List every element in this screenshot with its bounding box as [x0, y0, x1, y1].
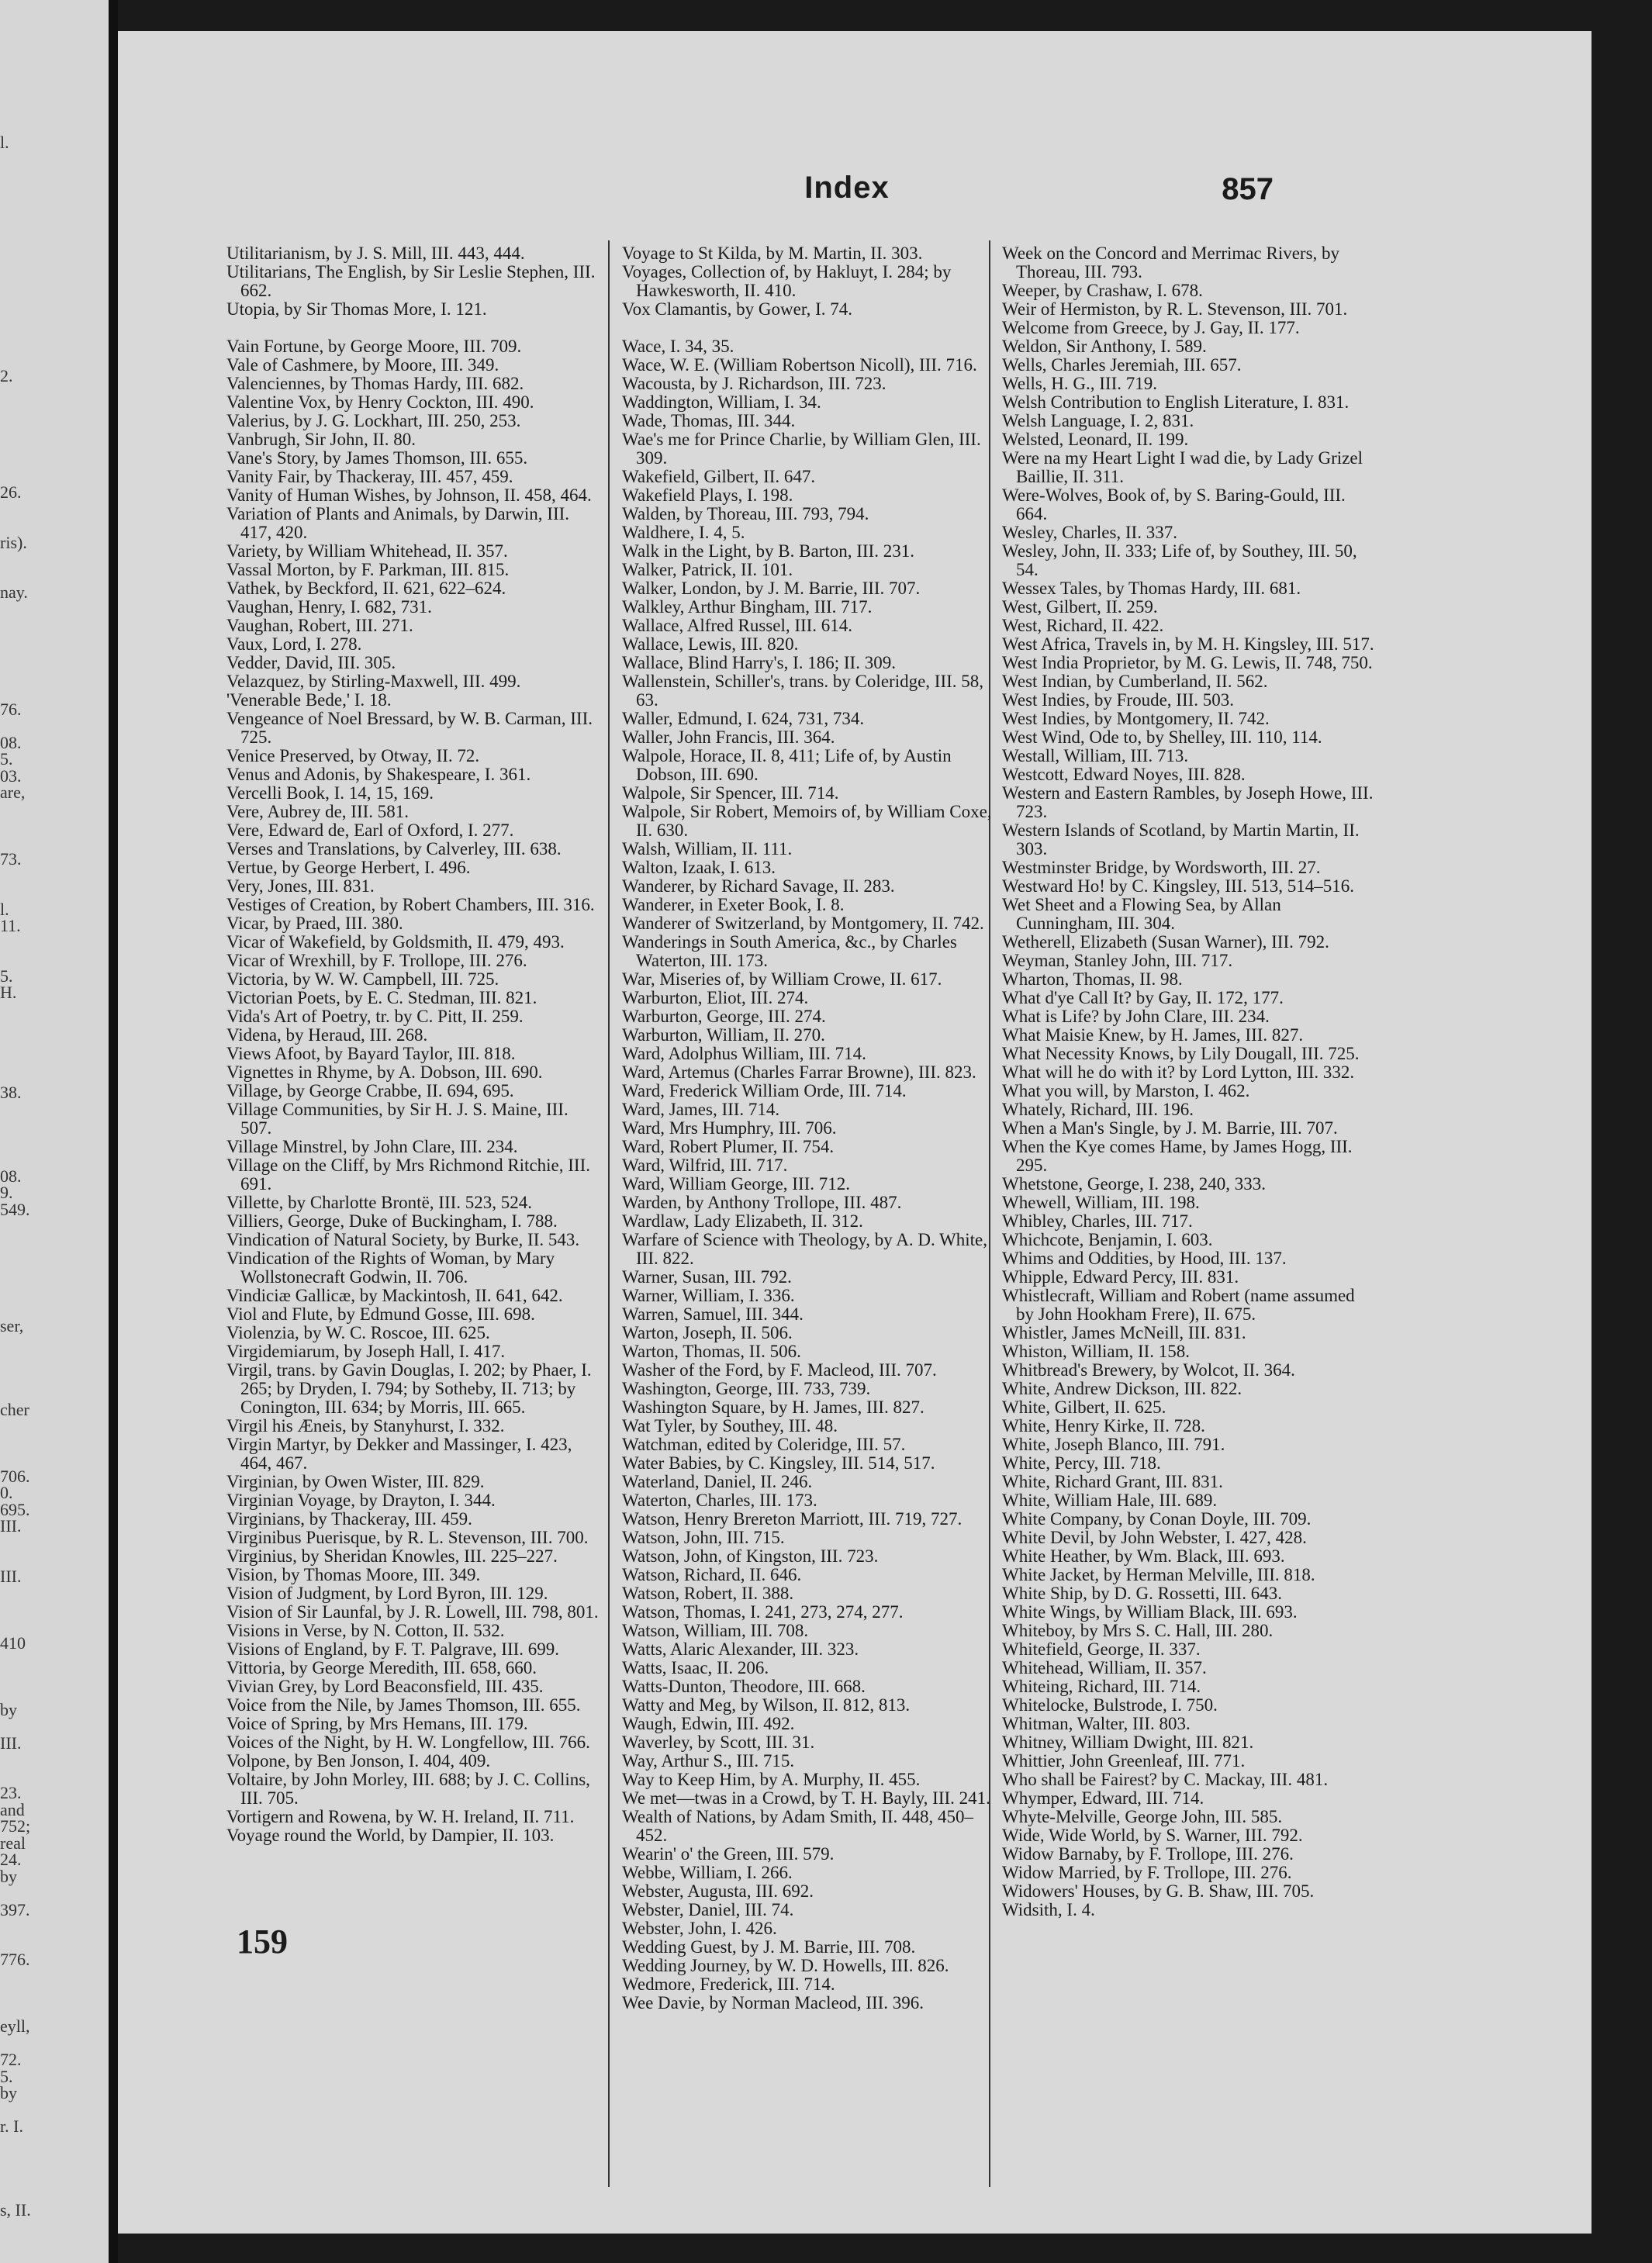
- index-entry: Wallace, Alfred Russel, III. 614.: [622, 616, 853, 635]
- previous-page-fragment: 73.: [0, 849, 22, 869]
- index-entry: Whetstone, George, I. 238, 240, 333.: [1002, 1174, 1267, 1194]
- index-entry: White Heather, by Wm. Black, III. 693.: [1002, 1546, 1285, 1566]
- previous-page-fragment: 08.: [0, 732, 22, 752]
- index-entry: Whiteing, Richard, III. 714.: [1002, 1677, 1201, 1696]
- previous-page-fragment: nay.: [0, 582, 28, 602]
- index-entry: Ward, Wilfrid, III. 717.: [622, 1156, 788, 1175]
- index-entry: Whiteboy, by Mrs S. C. Hall, III. 280.: [1002, 1621, 1274, 1640]
- index-entry: Whims and Oddities, by Hood, III. 137.: [1002, 1249, 1287, 1268]
- index-entry: Wharton, Thomas, II. 98.: [1002, 969, 1183, 989]
- previous-page-fragment: are,: [0, 783, 26, 802]
- index-entry: Voyage to St Kilda, by M. Martin, II. 303.: [622, 244, 923, 263]
- index-entry: Weir of Hermiston, by R. L. Stevenson, III. 701.: [1002, 299, 1348, 319]
- index-entry: Walk in the Light, by B. Barton, III. 231.: [622, 541, 914, 561]
- index-entry: Watchman, edited by Coleridge, III. 57.: [622, 1435, 906, 1454]
- index-entry: Widsith, I. 4.: [1002, 1900, 1095, 1919]
- index-entry: What you will, by Marston, I. 462.: [1002, 1081, 1250, 1100]
- index-entry: West Wind, Ode to, by Shelley, III. 110, 114.: [1002, 727, 1322, 747]
- index-entry: Valenciennes, by Thomas Hardy, III. 682.: [226, 374, 524, 393]
- index-entry: Vengeance of Noel Bressard, by W. B. Carman, III. 725.: [226, 709, 593, 747]
- index-entry: Villiers, George, Duke of Buckingham, I. 788.: [226, 1211, 558, 1231]
- index-entry: What Maisie Knew, by H. James, III. 827.: [1002, 1025, 1304, 1045]
- previous-page-fragment: III.: [0, 1516, 22, 1536]
- index-entry: Vaux, Lord, I. 278.: [226, 634, 362, 654]
- index-entry: Watson, Henry Brereton Marriott, III. 719, 727.: [622, 1509, 963, 1529]
- index-entry: Were na my Heart Light I wad die, by Lady Grizel Baillie, II. 311.: [1002, 448, 1363, 486]
- index-entry: Westcott, Edward Noyes, III. 828.: [1002, 765, 1246, 784]
- index-entry: Virginius, by Sheridan Knowles, III. 225–227.: [226, 1546, 558, 1566]
- index-entry: Walker, Patrick, II. 101.: [622, 560, 793, 579]
- index-entry: Walpole, Sir Spencer, III. 714.: [622, 783, 839, 803]
- index-entry: Vathek, by Beckford, II. 621, 622–624.: [226, 579, 506, 598]
- index-entry: Visions in Verse, by N. Cotton, II. 532.: [226, 1621, 505, 1640]
- index-entry: Ward, James, III. 714.: [622, 1100, 780, 1119]
- page-title: Index: [804, 171, 890, 205]
- index-entry: Webster, John, I. 426.: [622, 1919, 777, 1938]
- index-entry: West Indian, by Cumberland, II. 562.: [1002, 672, 1268, 691]
- index-entry: Wanderings in South America, &c., by Charles Waterton, III. 173.: [622, 932, 957, 970]
- index-entry: Walton, Izaak, I. 613.: [622, 858, 776, 877]
- index-entry: Vicar, by Praed, III. 380.: [226, 914, 403, 933]
- index-entry: Vanity Fair, by Thackeray, III. 457, 459.: [226, 467, 513, 486]
- previous-page-fragment: 23.: [0, 1783, 22, 1802]
- previous-page-fragment: 397.: [0, 1899, 30, 1919]
- index-entry: West, Richard, II. 422.: [1002, 616, 1164, 635]
- index-entry: White, Andrew Dickson, III. 822.: [1002, 1379, 1242, 1398]
- index-entry: Very, Jones, III. 831.: [226, 876, 375, 896]
- index-entry: Whitbread's Brewery, by Wolcot, II. 364.: [1002, 1360, 1295, 1380]
- index-entry: Westward Ho! by C. Kingsley, III. 513, 514–516.: [1002, 876, 1355, 896]
- index-entry: What d'ye Call It? by Gay, II. 172, 177.: [1002, 988, 1284, 1007]
- previous-page-fragment: l.: [0, 132, 9, 152]
- index-entry: Walden, by Thoreau, III. 793, 794.: [622, 504, 869, 523]
- index-entry: Wealth of Nations, by Adam Smith, II. 448, 450–452.: [622, 1807, 973, 1845]
- index-entry: Vanbrugh, Sir John, II. 80.: [226, 430, 416, 449]
- index-entry: Vindication of the Rights of Woman, by Mary Wollstonecraft Godwin, II. 706.: [226, 1249, 555, 1287]
- index-entry: White, Richard Grant, III. 831.: [1002, 1472, 1223, 1491]
- index-entry: Wallace, Lewis, III. 820.: [622, 634, 799, 654]
- index-entry: Venus and Adonis, by Shakespeare, I. 361.: [226, 765, 531, 784]
- previous-page-strip: [0, 0, 116, 2263]
- index-entry: Walsh, William, II. 111.: [622, 839, 793, 859]
- index-entry: Ward, Artemus (Charles Farrar Browne), III. 823.: [622, 1062, 976, 1082]
- index-entry: Viol and Flute, by Edmund Gosse, III. 698.: [226, 1304, 535, 1324]
- index-entry: White, Percy, III. 718.: [1002, 1453, 1161, 1473]
- index-entry: Vaughan, Robert, III. 271.: [226, 616, 413, 635]
- index-entry: Ward, William George, III. 712.: [622, 1174, 851, 1194]
- index-entry: Wee Davie, by Norman Macleod, III. 396.: [622, 1993, 924, 2013]
- index-entry: Voice of Spring, by Mrs Hemans, III. 179.: [226, 1714, 528, 1733]
- index-entry: Virginians, by Thackeray, III. 459.: [226, 1509, 472, 1529]
- index-entry: Wardlaw, Lady Elizabeth, II. 312.: [622, 1211, 863, 1231]
- index-entry: Wade, Thomas, III. 344.: [622, 411, 796, 430]
- index-entry: Vignettes in Rhyme, by A. Dobson, III. 690.: [226, 1062, 543, 1082]
- index-entry: Whewell, William, III. 198.: [1002, 1193, 1200, 1212]
- index-entry: Watts-Dunton, Theodore, III. 668.: [622, 1677, 866, 1696]
- column-rule: [608, 240, 610, 2187]
- index-entry: Waldhere, I. 4, 5.: [622, 523, 745, 542]
- signature-folio: 159: [237, 1923, 288, 1961]
- index-entry: Voltaire, by John Morley, III. 688; by J. C. Collins, III. 705.: [226, 1770, 590, 1808]
- page-gutter-shadow: [109, 0, 118, 2263]
- index-entry: Widowers' Houses, by G. B. Shaw, III. 705.: [1002, 1881, 1315, 1901]
- index-entry: Wanderer of Switzerland, by Montgomery, II. 742.: [622, 914, 984, 933]
- index-entry: Villette, by Charlotte Brontë, III. 523, 524.: [226, 1193, 533, 1212]
- index-entry: Widow Barnaby, by F. Trollope, III. 276.: [1002, 1844, 1294, 1864]
- previous-page-fragment: 76.: [0, 699, 22, 719]
- index-entry: Webster, Daniel, III. 74.: [622, 1900, 794, 1919]
- previous-page-fragment: 5.: [0, 749, 13, 769]
- index-entry: Whately, Richard, III. 196.: [1002, 1100, 1194, 1119]
- index-entry: Valentine Vox, by Henry Cockton, III. 490.: [226, 392, 534, 412]
- index-entry: Village, by George Crabbe, II. 694, 695.: [226, 1081, 514, 1100]
- index-entry: When a Man's Single, by J. M. Barrie, III. 707.: [1002, 1118, 1338, 1138]
- previous-page-fragment: 0.: [0, 1483, 13, 1502]
- index-entry: Vision of Sir Launfal, by J. R. Lowell, III. 798, 801.: [226, 1602, 599, 1622]
- previous-page-fragment: 26.: [0, 482, 22, 502]
- index-entry: Vertue, by George Herbert, I. 496.: [226, 858, 471, 877]
- previous-page-fragment: III.: [0, 1733, 22, 1753]
- index-entry: Widow Married, by F. Trollope, III. 276.: [1002, 1863, 1292, 1882]
- index-entry: Utopia, by Sir Thomas More, I. 121.: [226, 299, 487, 319]
- previous-page-fragment: eyll,: [0, 2016, 30, 2036]
- index-entry: Virgin Martyr, by Dekker and Massinger, I. 423, 464, 467.: [226, 1435, 572, 1473]
- index-entry: Westminster Bridge, by Wordsworth, III. 27.: [1002, 858, 1321, 877]
- index-entry: Voyages, Collection of, by Hakluyt, I. 284; by Hawkesworth, II. 410.: [622, 262, 952, 300]
- index-entry: Western Islands of Scotland, by Martin Martin, II. 303.: [1002, 821, 1360, 859]
- index-entry: Warton, Joseph, II. 506.: [622, 1323, 793, 1342]
- index-entry: Vida's Art of Poetry, tr. by C. Pitt, II. 259.: [226, 1007, 524, 1026]
- previous-page-fragment: 24.: [0, 1850, 22, 1869]
- index-entry: Utilitarianism, by J. S. Mill, III. 443, 444.: [226, 244, 525, 263]
- index-entry: White Ship, by D. G. Rossetti, III. 643.: [1002, 1584, 1282, 1603]
- index-entry: Whitman, Walter, III. 803.: [1002, 1714, 1191, 1733]
- index-entry: Waverley, by Scott, III. 31.: [622, 1733, 815, 1752]
- index-page: [118, 31, 1592, 2234]
- index-entry: Valerius, by J. G. Lockhart, III. 250, 253.: [226, 411, 521, 430]
- index-entry: Watson, John, of Kingston, III. 723.: [622, 1546, 879, 1566]
- previous-page-fragment: 549.: [0, 1199, 30, 1219]
- index-entry: Warden, by Anthony Trollope, III. 487.: [622, 1193, 902, 1212]
- previous-page-fragment: 5.: [0, 2066, 13, 2086]
- index-entry: Walkley, Arthur Bingham, III. 717.: [622, 597, 873, 617]
- index-entry: Vittoria, by George Meredith, III. 658, 660.: [226, 1658, 537, 1677]
- index-entry: Washington Square, by H. James, III. 827.: [622, 1398, 924, 1417]
- index-entry: Wesley, Charles, II. 337.: [1002, 523, 1177, 542]
- index-entry: Vision of Judgment, by Lord Byron, III. 129.: [226, 1584, 548, 1603]
- index-entry: Vaughan, Henry, I. 682, 731.: [226, 597, 432, 617]
- index-entry: White, Gilbert, II. 625.: [1002, 1398, 1166, 1417]
- index-entry: What Necessity Knows, by Lily Dougall, III. 725.: [1002, 1044, 1360, 1063]
- index-entry: Wells, Charles Jeremiah, III. 657.: [1002, 355, 1242, 375]
- index-entry: Watson, Thomas, I. 241, 273, 274, 277.: [622, 1602, 904, 1622]
- previous-page-fragment: 72.: [0, 2050, 22, 2069]
- index-entry: What will he do with it? by Lord Lytton, III. 332.: [1002, 1062, 1355, 1082]
- previous-page-fragment: l.: [0, 899, 9, 919]
- index-entry: Virgil his Æneis, by Stanyhurst, I. 332.: [226, 1416, 505, 1436]
- index-entry: Visions of England, by F. T. Palgrave, III. 699.: [226, 1639, 560, 1659]
- index-entry: Welsh Language, I. 2, 831.: [1002, 411, 1194, 430]
- previous-page-fragment: by: [0, 1866, 17, 1886]
- index-entry: Videna, by Heraud, III. 268.: [226, 1025, 428, 1045]
- index-column-1: [226, 244, 599, 1845]
- index-entry: Vane's Story, by James Thomson, III. 655.: [226, 448, 528, 468]
- index-entry: Watts, Alaric Alexander, III. 323.: [622, 1639, 859, 1659]
- index-entry: Weldon, Sir Anthony, I. 589.: [1002, 337, 1207, 356]
- index-entry: Watson, Richard, II. 646.: [622, 1565, 802, 1584]
- index-entry: Walpole, Horace, II. 8, 411; Life of, by Austin Dobson, III. 690.: [622, 746, 952, 784]
- previous-page-fragment: by: [0, 2083, 17, 2102]
- index-entry: Watty and Meg, by Wilson, II. 812, 813.: [622, 1695, 911, 1715]
- index-entry: Victorian Poets, by E. C. Stedman, III. 821.: [226, 988, 537, 1007]
- index-entry: Webbe, William, I. 266.: [622, 1863, 793, 1882]
- index-entry: Variety, by William Whitehead, II. 357.: [226, 541, 508, 561]
- index-entry: Waterton, Charles, III. 173.: [622, 1491, 817, 1510]
- previous-page-fragment: 706.: [0, 1466, 30, 1486]
- index-entry: Victoria, by W. W. Campbell, III. 725.: [226, 969, 499, 989]
- index-entry: Vanity of Human Wishes, by Johnson, II. 458, 464.: [226, 485, 592, 505]
- index-entry: Village on the Cliff, by Mrs Richmond Ritchie, III. 691.: [226, 1156, 590, 1194]
- index-entry: Wet Sheet and a Flowing Sea, by Allan Cunningham, III. 304.: [1002, 895, 1281, 933]
- index-entry: Village Minstrel, by John Clare, III. 234.: [226, 1137, 518, 1156]
- previous-page-fragment: 410: [0, 1632, 26, 1653]
- index-entry: Wanderer, in Exeter Book, I. 8.: [622, 895, 845, 914]
- index-column-3: [1002, 244, 1374, 1919]
- index-entry: Walker, London, by J. M. Barrie, III. 707.: [622, 579, 921, 598]
- index-entry: West Indies, by Montgomery, II. 742.: [1002, 709, 1270, 728]
- previous-page-fragment: 11.: [0, 916, 21, 935]
- index-entry: West Indies, by Froude, III. 503.: [1002, 690, 1235, 710]
- previous-page-fragment: ris).: [0, 532, 27, 552]
- index-entry: Vindiciæ Gallicæ, by Mackintosh, II. 641, 642.: [226, 1286, 563, 1305]
- index-entry: Western and Eastern Rambles, by Joseph Howe, III. 723.: [1002, 783, 1374, 821]
- index-entry: Ward, Adolphus William, III. 714.: [622, 1044, 866, 1063]
- index-entry: West India Proprietor, by M. G. Lewis, II. 748, 750.: [1002, 653, 1373, 672]
- previous-page-fragment: H.: [0, 983, 17, 1002]
- index-entry: Whibley, Charles, III. 717.: [1002, 1211, 1193, 1231]
- index-entry: Volpone, by Ben Jonson, I. 404, 409.: [226, 1751, 491, 1771]
- previous-page-fragment: and: [0, 1799, 25, 1819]
- index-entry: Vindication of Natural Society, by Burke, II. 543.: [226, 1230, 580, 1249]
- letter-section-gap: [622, 319, 994, 337]
- index-entry: Water Babies, by C. Kingsley, III. 514, 517.: [622, 1453, 935, 1473]
- previous-page-fragment: by: [0, 1699, 17, 1719]
- index-entry: Wedding Journey, by W. D. Howells, III. 826.: [622, 1956, 949, 1975]
- index-entry: Virginian, by Owen Wister, III. 829.: [226, 1472, 485, 1491]
- index-entry: Welsted, Leonard, II. 199.: [1002, 430, 1189, 449]
- previous-page-fragment: 695.: [0, 1499, 30, 1519]
- index-entry: Wallace, Blind Harry's, I. 186; II. 309.: [622, 653, 896, 672]
- previous-page-fragment: 38.: [0, 1083, 22, 1102]
- index-entry: White, William Hale, III. 689.: [1002, 1491, 1218, 1510]
- index-entry: Vere, Edward de, Earl of Oxford, I. 277.: [226, 821, 514, 840]
- index-entry: Way to Keep Him, by A. Murphy, II. 455.: [622, 1770, 921, 1789]
- index-entry: Voices of the Night, by H. W. Longfellow, III. 766.: [226, 1733, 590, 1752]
- index-entry: Webster, Augusta, III. 692.: [622, 1881, 814, 1901]
- index-entry: Warner, Susan, III. 792.: [622, 1267, 792, 1287]
- index-entry: Wide, Wide World, by S. Warner, III. 792.: [1002, 1826, 1303, 1845]
- index-entry: Washington, George, III. 733, 739.: [622, 1379, 871, 1398]
- index-entry: Variation of Plants and Animals, by Darwin, III. 417, 420.: [226, 504, 570, 542]
- index-entry: Wedding Guest, by J. M. Barrie, III. 708.: [622, 1937, 916, 1957]
- index-entry: Ward, Frederick William Orde, III. 714.: [622, 1081, 907, 1100]
- index-entry: Wakefield, Gilbert, II. 647.: [622, 467, 816, 486]
- index-entry: Voice from the Nile, by James Thomson, III. 655.: [226, 1695, 581, 1715]
- index-entry: Whitelocke, Bulstrode, I. 750.: [1002, 1695, 1218, 1715]
- index-entry: Whymper, Edward, III. 714.: [1002, 1788, 1204, 1808]
- index-entry: Virgidemiarum, by Joseph Hall, I. 417.: [226, 1342, 506, 1361]
- page-number: 857: [1222, 172, 1274, 206]
- previous-page-fragment: 08.: [0, 1166, 22, 1186]
- previous-page-fragment: ser,: [0, 1316, 24, 1335]
- index-entry: Waller, Edmund, I. 624, 731, 734.: [622, 709, 865, 728]
- index-entry: Weyman, Stanley John, III. 717.: [1002, 951, 1233, 970]
- index-entry: Wedmore, Frederick, III. 714.: [622, 1975, 835, 1994]
- index-entry: 'Venerable Bede,' I. 18.: [226, 690, 392, 710]
- index-entry: Were-Wolves, Book of, by S. Baring-Gould, III. 664.: [1002, 485, 1346, 523]
- previous-page-fragment: 5.: [0, 966, 13, 986]
- index-entry: Weeper, by Crashaw, I. 678.: [1002, 281, 1203, 300]
- previous-page-fragment: 03.: [0, 765, 22, 786]
- index-entry: Vortigern and Rowena, by W. H. Ireland, II. 711.: [226, 1807, 575, 1826]
- index-entry: Venice Preserved, by Otway, II. 72.: [226, 746, 480, 765]
- index-entry: Vestiges of Creation, by Robert Chambers, III. 316.: [226, 895, 595, 914]
- index-entry: Wace, W. E. (William Robertson Nicoll), III. 716.: [622, 355, 977, 375]
- index-entry: White, Joseph Blanco, III. 791.: [1002, 1435, 1225, 1454]
- index-entry: Utilitarians, The English, by Sir Leslie Stephen, III. 662.: [226, 262, 596, 300]
- index-entry: Vicar of Wakefield, by Goldsmith, II. 479, 493.: [226, 932, 565, 952]
- index-entry: White Devil, by John Webster, I. 427, 428.: [1002, 1528, 1307, 1547]
- index-entry: Warner, William, I. 336.: [622, 1286, 795, 1305]
- index-entry: Voyage round the World, by Dampier, II. 103.: [226, 1826, 555, 1845]
- previous-page-fragment: 752;: [0, 1816, 31, 1836]
- index-entry: Week on the Concord and Merrimac Rivers, by Thoreau, III. 793.: [1002, 244, 1340, 282]
- index-entry: War, Miseries of, by William Crowe, II. 617.: [622, 969, 942, 989]
- index-entry: Vale of Cashmere, by Moore, III. 349.: [226, 355, 499, 375]
- previous-page-fragment: III.: [0, 1566, 22, 1586]
- index-entry: What is Life? by John Clare, III. 234.: [1002, 1007, 1270, 1026]
- index-column-2: [622, 244, 994, 2013]
- index-entry: Whipple, Edward Percy, III. 831.: [1002, 1267, 1239, 1287]
- previous-page-fragment: cher: [0, 1399, 29, 1419]
- index-entry: Walpole, Sir Robert, Memoirs of, by William Coxe, II. 630.: [622, 802, 992, 840]
- index-entry: When the Kye comes Hame, by James Hogg, III. 295.: [1002, 1137, 1353, 1175]
- index-entry: Westall, William, III. 713.: [1002, 746, 1189, 765]
- index-entry: We met—twas in a Crowd, by T. H. Bayly, III. 241.: [622, 1788, 990, 1808]
- index-entry: Whitefield, George, II. 337.: [1002, 1639, 1201, 1659]
- index-entry: Wearin' o' the Green, III. 579.: [622, 1844, 835, 1864]
- index-entry: Wallenstein, Schiller's, trans. by Coleridge, III. 58, 63.: [622, 672, 984, 710]
- index-entry: Wetherell, Elizabeth (Susan Warner), III. 792.: [1002, 932, 1329, 952]
- index-entry: Ward, Robert Plumer, II. 754.: [622, 1137, 835, 1156]
- index-entry: Washer of the Ford, by F. Macleod, III. 707.: [622, 1360, 937, 1380]
- index-entry: Watson, William, III. 708.: [622, 1621, 809, 1640]
- index-entry: Waterland, Daniel, II. 246.: [622, 1472, 813, 1491]
- index-entry: Vercelli Book, I. 14, 15, 169.: [226, 783, 434, 803]
- index-entry: Vere, Aubrey de, III. 581.: [226, 802, 410, 821]
- index-entry: Warren, Samuel, III. 344.: [622, 1304, 804, 1324]
- previous-page-fragment: 776.: [0, 1950, 30, 1969]
- previous-page-fragment: real: [0, 1833, 26, 1853]
- index-entry: Wat Tyler, by Southey, III. 48.: [622, 1416, 838, 1436]
- index-entry: Verses and Translations, by Calverley, III. 638.: [226, 839, 562, 859]
- index-entry: Whistlecraft, William and Robert (name assumed by John Hookham Frere), II. 675.: [1002, 1286, 1355, 1324]
- index-entry: Wesley, John, II. 333; Life of, by Southey, III. 50, 54.: [1002, 541, 1357, 579]
- index-entry: Vain Fortune, by George Moore, III. 709.: [226, 337, 522, 356]
- index-entry: Ward, Mrs Humphry, III. 706.: [622, 1118, 837, 1138]
- index-entry: Warfare of Science with Theology, by A. D. White, III. 822.: [622, 1230, 988, 1268]
- index-entry: Who shall be Fairest? by C. Mackay, III. 481.: [1002, 1770, 1329, 1789]
- index-entry: Whistler, James McNeill, III. 831.: [1002, 1323, 1246, 1342]
- index-entry: Vivian Grey, by Lord Beaconsfield, III. 435.: [226, 1677, 544, 1696]
- index-entry: Way, Arthur S., III. 715.: [622, 1751, 795, 1771]
- index-entry: Waugh, Edwin, III. 492.: [622, 1714, 795, 1733]
- index-entry: Warton, Thomas, II. 506.: [622, 1342, 801, 1361]
- previous-page-fragment: 2.: [0, 365, 13, 385]
- index-entry: Vedder, David, III. 305.: [226, 653, 396, 672]
- index-entry: Vox Clamantis, by Gower, I. 74.: [622, 299, 852, 319]
- index-entry: Whittier, John Greenleaf, III. 771.: [1002, 1751, 1246, 1771]
- index-entry: Virginibus Puerisque, by R. L. Stevenson, III. 700.: [226, 1528, 589, 1547]
- index-entry: Waddington, William, I. 34.: [622, 392, 821, 412]
- index-entry: West, Gilbert, II. 259.: [1002, 597, 1158, 617]
- index-entry: Wanderer, by Richard Savage, II. 283.: [622, 876, 895, 896]
- index-entry: Whichcote, Benjamin, I. 603.: [1002, 1230, 1213, 1249]
- previous-page-fragment: r. I.: [0, 2116, 23, 2136]
- index-entry: White Company, by Conan Doyle, III. 709.: [1002, 1509, 1312, 1529]
- index-entry: Whitehead, William, II. 357.: [1002, 1658, 1207, 1677]
- index-entry: Virginian Voyage, by Drayton, I. 344.: [226, 1491, 496, 1510]
- index-entry: Views Afoot, by Bayard Taylor, III. 818.: [226, 1044, 516, 1063]
- index-entry: White, Henry Kirke, II. 728.: [1002, 1416, 1205, 1436]
- index-entry: Wells, H. G., III. 719.: [1002, 374, 1158, 393]
- letter-section-gap: [226, 319, 599, 337]
- index-entry: Welsh Contribution to English Literature, I. 831.: [1002, 392, 1350, 412]
- index-entry: Watts, Isaac, II. 206.: [622, 1658, 769, 1677]
- index-entry: Village Communities, by Sir H. J. S. Maine, III. 507.: [226, 1100, 569, 1138]
- index-entry: West Africa, Travels in, by M. H. Kingsley, III. 517.: [1002, 634, 1374, 654]
- index-entry: Wessex Tales, by Thomas Hardy, III. 681.: [1002, 579, 1301, 598]
- index-entry: Vicar of Wrexhill, by F. Trollope, III. 276.: [226, 951, 527, 970]
- index-entry: Virgil, trans. by Gavin Douglas, I. 202; by Phaer, I. 265; by Dryden, I. 794; by Sotheby, II. 713; by Conington, III. 634; by Morris, III. 665.: [226, 1360, 592, 1417]
- index-entry: Watson, Robert, II. 388.: [622, 1584, 794, 1603]
- page-header: [118, 171, 1592, 217]
- index-entry: Vision, by Thomas Moore, III. 349.: [226, 1565, 481, 1584]
- index-entry: Warburton, William, II. 270.: [622, 1025, 825, 1045]
- index-entry: Whitney, William Dwight, III. 821.: [1002, 1733, 1254, 1752]
- index-entry: Whiston, William, II. 158.: [1002, 1342, 1191, 1361]
- index-entry: Violenzia, by W. C. Roscoe, III. 625.: [226, 1323, 490, 1342]
- index-entry: Waller, John Francis, III. 364.: [622, 727, 835, 747]
- index-entry: Wakefield Plays, I. 198.: [622, 485, 793, 505]
- index-entry: Vassal Morton, by F. Parkman, III. 815.: [226, 560, 510, 579]
- index-entry: Velazquez, by Stirling-Maxwell, III. 499.: [226, 672, 521, 691]
- index-entry: Watson, John, III. 715.: [622, 1528, 785, 1547]
- index-entry: Wacousta, by J. Richardson, III. 723.: [622, 374, 886, 393]
- index-entry: Warburton, George, III. 274.: [622, 1007, 826, 1026]
- index-entry: Wae's me for Prince Charlie, by William Glen, III. 309.: [622, 430, 981, 468]
- index-entry: Warburton, Eliot, III. 274.: [622, 988, 809, 1007]
- index-entry: Whyte-Melville, George John, III. 585.: [1002, 1807, 1283, 1826]
- index-entry: Welcome from Greece, by J. Gay, II. 177.: [1002, 318, 1300, 337]
- index-entry: Wace, I. 34, 35.: [622, 337, 734, 356]
- index-entry: White Wings, by William Black, III. 693.: [1002, 1602, 1298, 1622]
- previous-page-fragment: s, II.: [0, 2199, 31, 2220]
- previous-page-fragment: 9.: [0, 1183, 13, 1202]
- index-entry: White Jacket, by Herman Melville, III. 818.: [1002, 1565, 1315, 1584]
